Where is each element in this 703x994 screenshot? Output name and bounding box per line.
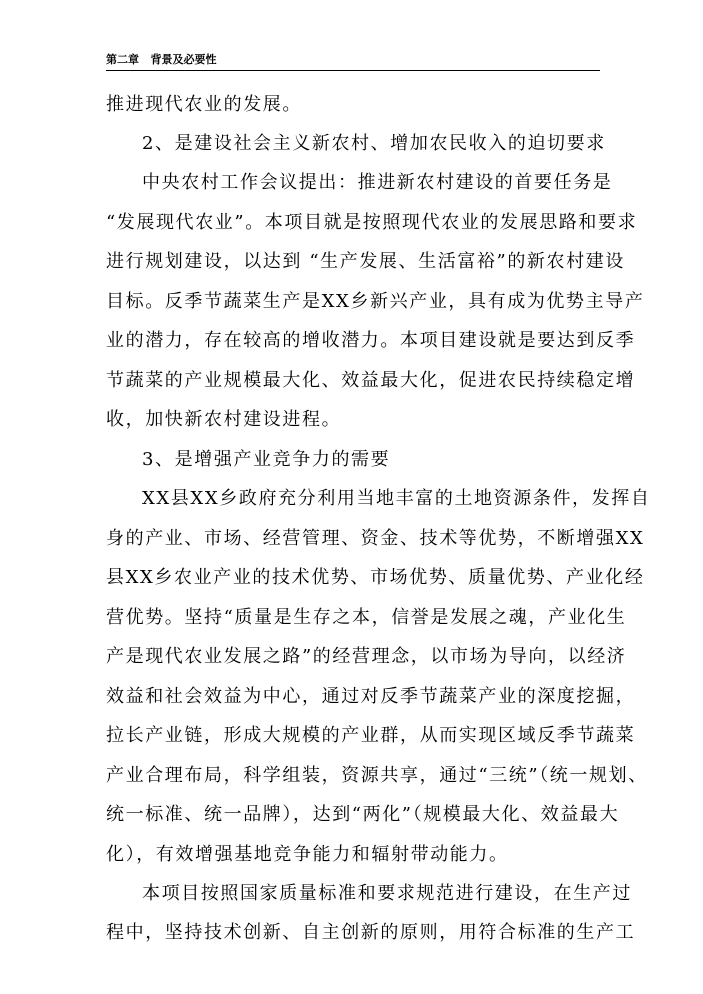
text-line: 中央农村工作会议提出：推进新农村建设的首要任务是 [142, 172, 613, 193]
chapter-label: 第二章 [106, 53, 139, 66]
text-line: 统一标准、统一品牌），达到“两化”（规模最大化、效益最大 [106, 804, 620, 825]
section-heading: 2、是建设社会主义新农村、增加农民收入的迫切要求 [142, 133, 606, 154]
text-line: 产是现代农业发展之路”的经营理念，以市场为导向，以经济 [106, 646, 627, 667]
text-line: 节蔬菜的产业规模最大化、效益最大化，促进农民持续稳定增 [106, 370, 636, 391]
text-line: 推进现代农业的发展。 [106, 94, 302, 115]
text-line: “发展现代农业”。本项目就是按照现代农业的发展思路和要求 [106, 212, 638, 233]
text-line: 收，加快新农村建设进程。 [106, 409, 342, 430]
page-header [106, 50, 600, 71]
text-line: 效益和社会效益为中心，通过对反季节蔬菜产业的深度挖掘， [106, 686, 636, 707]
text-line: 业的潜力，存在较高的增收潜力。本项目建设就是要达到反季 [106, 330, 636, 351]
text-line: 拉长产业链，形成大规模的产业群，从而实现区域反季节蔬菜 [106, 725, 636, 746]
text-line: 身的产业、市场、经营管理、资金、技术等优势，不断增强XX [106, 528, 645, 549]
text-line: 目标。反季节蔬菜生产是XX乡新兴产业，具有成为优势主导产 [106, 291, 645, 312]
chapter-title: 背景及必要性 [150, 53, 217, 66]
text-line: 化），有效增强基地竞争能力和辐射带动能力。 [106, 844, 509, 865]
text-line: XX县XX乡政府充分利用当地丰富的土地资源条件，发挥自 [142, 488, 651, 509]
text-line: 本项目按照国家质量标准和要求规范进行建设，在生产过 [142, 883, 632, 904]
text-line: 进行规划建设，以达到 “生产发展、生活富裕”的新农村建设 [106, 251, 625, 272]
section-heading: 3、是增强产业竞争力的需要 [142, 449, 391, 470]
text-line: 县XX乡农业产业的技术优势、市场优势、质量优势、产业化经 [106, 567, 645, 588]
header-text [106, 51, 217, 67]
text-line: 程中，坚持技术创新、自主创新的原则，用符合标准的生产工 [106, 922, 636, 943]
text-line: 产业合理布局，科学组装，资源共享，通过“三统”（统一规划、 [106, 765, 648, 786]
text-line: 营优势。坚持“质量是生存之本，信誉是发展之魂，产业化生 [106, 607, 627, 628]
